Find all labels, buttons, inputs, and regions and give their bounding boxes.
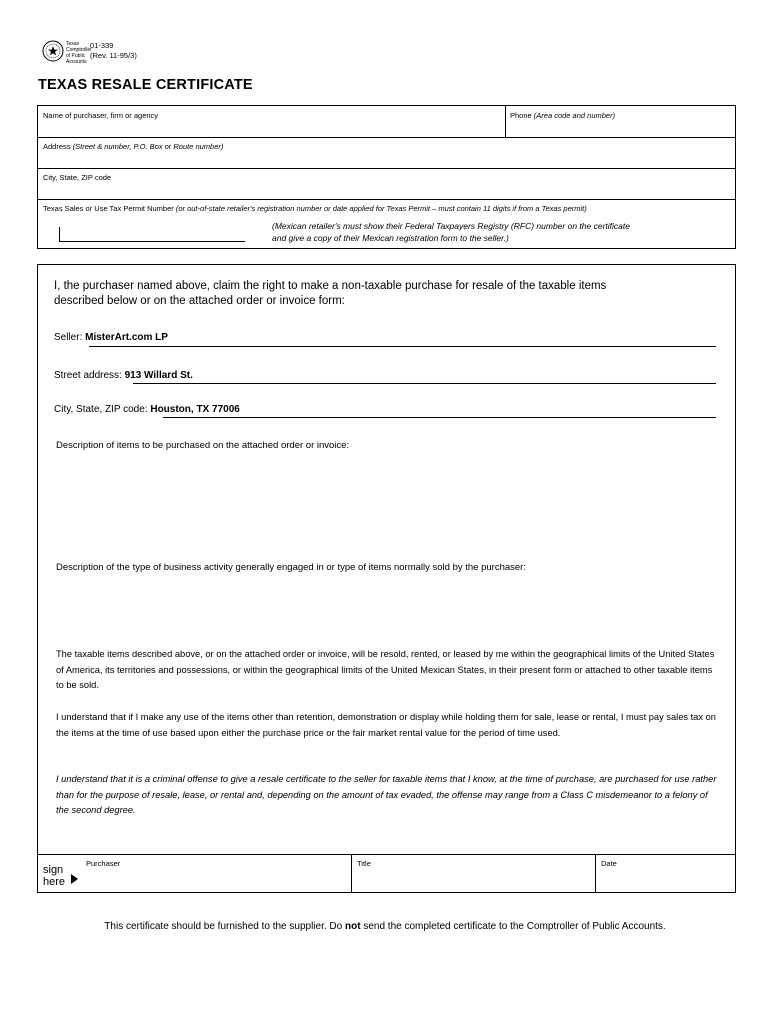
purchaser-signature-field[interactable] xyxy=(86,859,120,868)
form-number: 01-339 xyxy=(90,41,114,50)
mexican-retailer-note xyxy=(272,220,630,244)
items-description-label: Description of items to be purchased on the attached order or invoice: xyxy=(56,440,350,451)
divider xyxy=(595,855,596,892)
criminal-offense-statement: I understand that it is a criminal offense to give a resale certificate to the seller for taxable items that I know, at the time of purchase, are purchased for use rather than for the purpose of resale, lease, or rental and, depending on the amount of tax evaded, the offense may range from a Class C misdemeanor to a felony of the second degree. xyxy=(56,774,717,815)
seller-underline xyxy=(89,346,716,347)
divider xyxy=(38,137,735,138)
footer-text: send the completed certificate to the Comptroller of Public Accounts. xyxy=(360,921,666,932)
seller-city-field[interactable] xyxy=(54,404,716,415)
purchaser-name-label: Name of purchaser, firm or agency xyxy=(43,111,159,120)
claim-line: described below or on the attached order or invoice form: xyxy=(54,295,345,307)
purchaser-name-field[interactable] xyxy=(43,111,158,120)
city-state-zip-label: City, State, ZIP code xyxy=(43,173,112,182)
signature-row xyxy=(38,854,735,892)
seller-city-value: Houston, TX 77006 xyxy=(150,404,240,415)
seal-agency-text xyxy=(66,41,92,65)
phone-hint: (Area code and number) xyxy=(533,111,616,120)
title-field[interactable] xyxy=(357,859,371,868)
permit-label: Texas Sales or Use Tax Permit Number xyxy=(43,204,174,213)
page-title: TEXAS RESALE CERTIFICATE xyxy=(38,77,253,93)
purchaser-info-box xyxy=(37,105,736,249)
address-label: Address xyxy=(43,142,71,151)
seal-text-line: Comptroller xyxy=(66,47,92,53)
seller-city-underline xyxy=(163,417,716,418)
permit-number-input[interactable] xyxy=(59,227,245,242)
street-value: 913 Willard St. xyxy=(124,370,193,381)
divider xyxy=(351,855,352,892)
street-underline xyxy=(133,383,716,384)
form-revision: (Rev. 11-95/3) xyxy=(90,51,137,60)
address-field[interactable] xyxy=(43,142,223,151)
seller-value: MisterArt.com LP xyxy=(85,332,168,343)
business-description-label: Description of the type of business activity generally engaged in or type of items normally sold by the purchaser: xyxy=(56,562,526,573)
seller-field[interactable] xyxy=(54,332,716,343)
footer-note xyxy=(0,921,770,932)
claim-line: I, the purchaser named above, claim the right to make a non-taxable purchase for resale of the taxable items xyxy=(54,280,607,292)
seal-text-line: Texas xyxy=(66,41,80,47)
street-address-field[interactable] xyxy=(54,370,716,381)
address-hint: (Street & number, P.O. Box or Route number) xyxy=(72,142,224,151)
date-field[interactable] xyxy=(601,859,617,868)
mexican-note-line: and give a copy of their Mexican registration form to the seller.) xyxy=(272,233,509,243)
tax-liability-statement: I understand that if I make any use of the items other than retention, demonstration or display while holding them for sale, lease or rental, I must pay sales tax on the items at the time of use based upon either the purchase price or the fair market rental value for the period of time used. xyxy=(56,712,716,738)
phone-field[interactable] xyxy=(510,111,615,120)
seal-text-line: Accounts xyxy=(66,59,87,65)
sign-text: sign xyxy=(43,864,64,876)
here-text: here xyxy=(43,876,66,888)
arrow-right-icon xyxy=(71,874,78,884)
city-state-zip-field[interactable] xyxy=(43,173,111,182)
resale-statement: The taxable items described above, or on the attached order or invoice, will be resold, rented, or leased by me within the geographical limits of the United States of America, its territories and possessions, or within the geographical limits of the United Mexican States, in their present form or attached to other taxable items to be sold. xyxy=(56,649,715,690)
seal-text-line: of Public xyxy=(66,53,86,59)
seller-label: Seller: xyxy=(54,332,83,343)
mexican-note-line: (Mexican retailer's must show their Federal Taxpayers Registry (RFC) number on the certificate xyxy=(272,221,630,231)
sign-here-label xyxy=(43,864,65,888)
title-label: Title xyxy=(357,859,371,868)
seller-city-label: City, State, ZIP code: xyxy=(54,404,148,415)
divider xyxy=(505,106,506,137)
claim-statement xyxy=(54,279,606,309)
permit-hint: (or out-of-state retailer's registration number or date applied for Texas Permit – must contain 11 digits if from a Texas permit) xyxy=(175,204,587,213)
form-number-block xyxy=(90,41,137,61)
footer-emphasis: not xyxy=(345,921,361,932)
divider xyxy=(38,199,735,200)
date-label: Date xyxy=(601,859,617,868)
phone-label: Phone xyxy=(510,111,532,120)
permit-label-row xyxy=(43,204,587,213)
footer-text: This certificate should be furnished to the supplier. Do xyxy=(104,921,345,932)
divider xyxy=(38,168,735,169)
purchaser-signature-label: Purchaser xyxy=(86,859,121,868)
state-seal-icon xyxy=(42,40,64,62)
street-label: Street address: xyxy=(54,370,122,381)
resale-claim-box xyxy=(37,264,736,893)
